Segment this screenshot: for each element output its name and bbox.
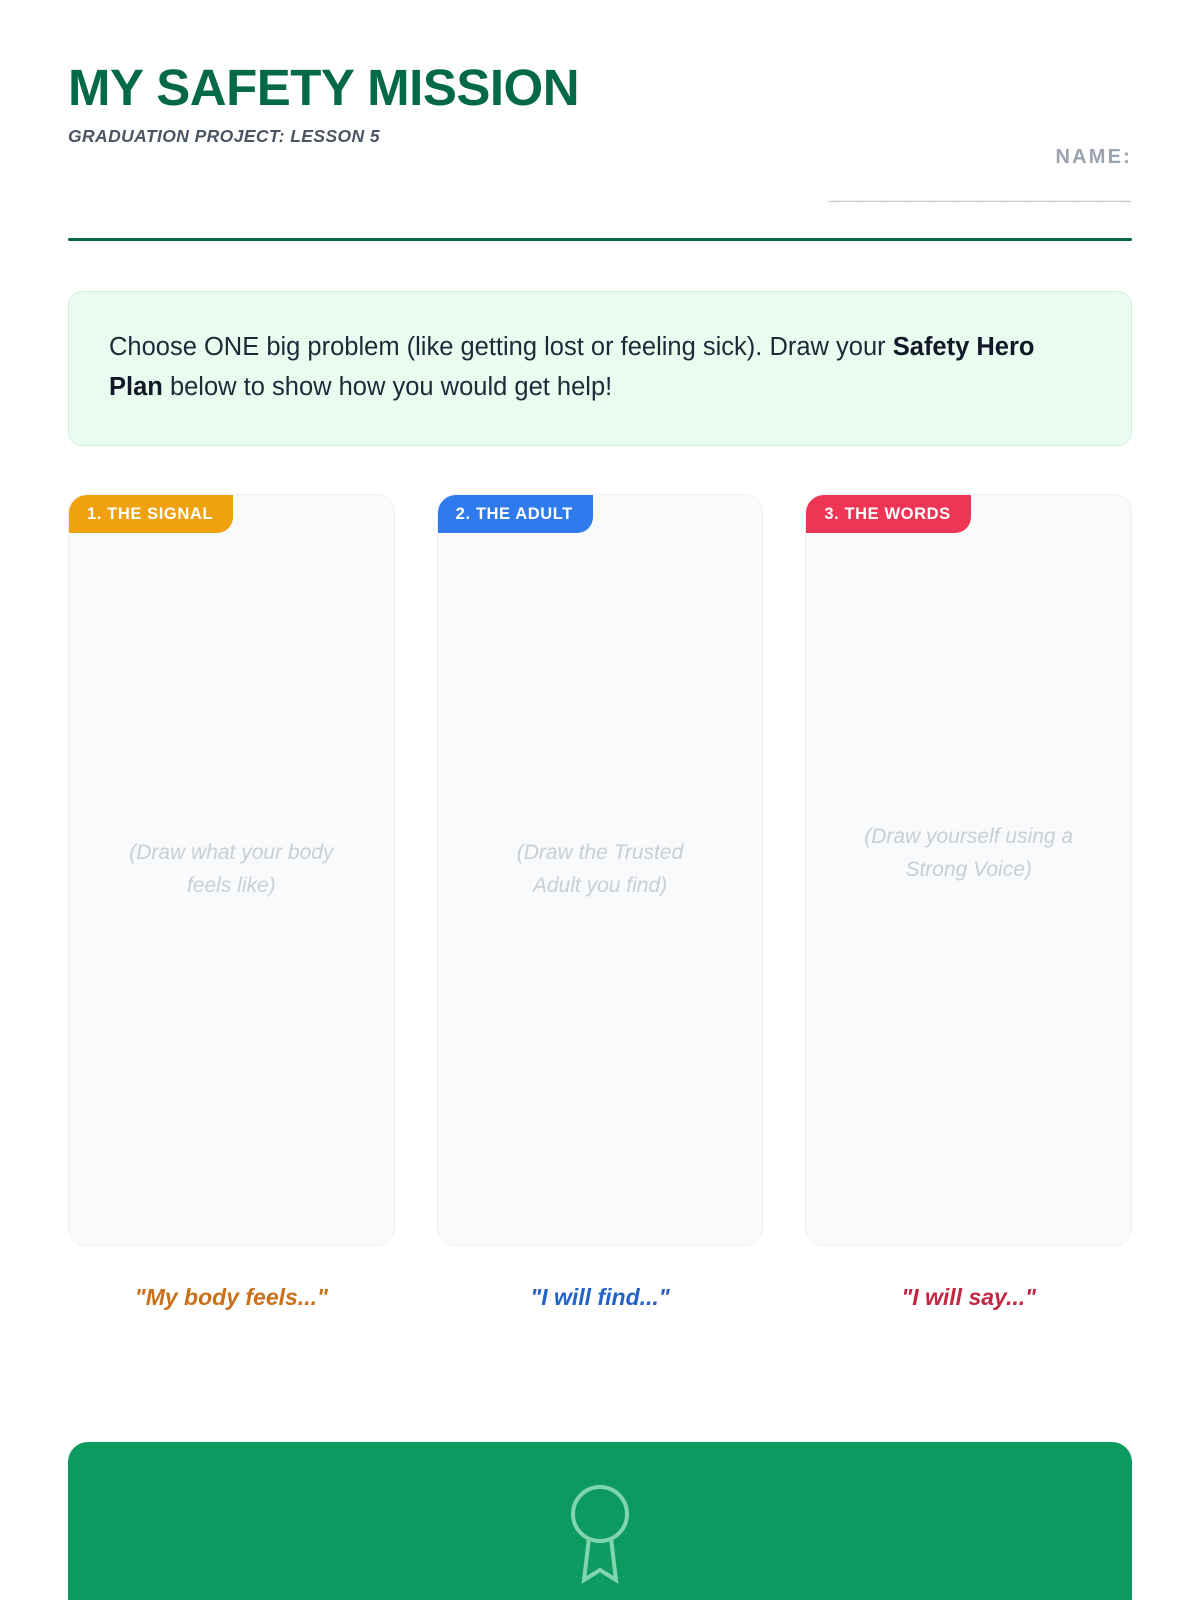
panel-column-adult xyxy=(437,494,764,1311)
header-divider xyxy=(68,238,1132,241)
instruction-text-before: Choose ONE big problem (like getting lost or feeling sick). Draw your xyxy=(109,333,893,361)
panel-hint-signal: (Draw what your body feels like) xyxy=(129,841,334,898)
panel-caption-adult: "I will find..." xyxy=(530,1284,670,1311)
page-subtitle: GRADUATION PROJECT: LESSON 5 xyxy=(68,125,380,146)
panel-tag-words: 3. THE WORDS xyxy=(806,495,970,533)
footer-banner xyxy=(68,1442,1132,1600)
drawing-panels xyxy=(68,494,1132,1311)
drawing-area-words[interactable] xyxy=(805,494,1132,1246)
page-header xyxy=(68,0,1132,204)
instruction-callout xyxy=(68,291,1132,446)
instruction-text-after: below to show how you would get help! xyxy=(162,372,613,401)
panel-tag-adult: 2. THE ADULT xyxy=(438,495,593,533)
award-badge-icon xyxy=(563,1480,637,1584)
panel-column-signal xyxy=(68,494,395,1311)
panel-caption-words: "I will say..." xyxy=(901,1284,1037,1311)
instruction-emphasis: Safety Hero Plan xyxy=(109,333,1035,401)
title-block xyxy=(68,59,580,147)
panel-hint-adult: (Draw the Trusted Adult you find) xyxy=(516,841,684,898)
name-input-line[interactable]: _________________________ xyxy=(828,181,1132,203)
name-block xyxy=(829,64,1132,204)
panel-hint-words: (Draw yourself using a Strong Voice) xyxy=(864,825,1074,882)
panel-tag-signal: 1. THE SIGNAL xyxy=(69,495,233,533)
drawing-area-adult[interactable] xyxy=(437,494,764,1246)
panel-column-words xyxy=(805,494,1132,1311)
name-label: NAME: xyxy=(1055,146,1132,168)
page-title: MY SAFETY MISSION xyxy=(68,59,580,116)
panel-caption-signal: "My body feels..." xyxy=(134,1284,328,1311)
drawing-area-signal[interactable] xyxy=(68,494,395,1246)
